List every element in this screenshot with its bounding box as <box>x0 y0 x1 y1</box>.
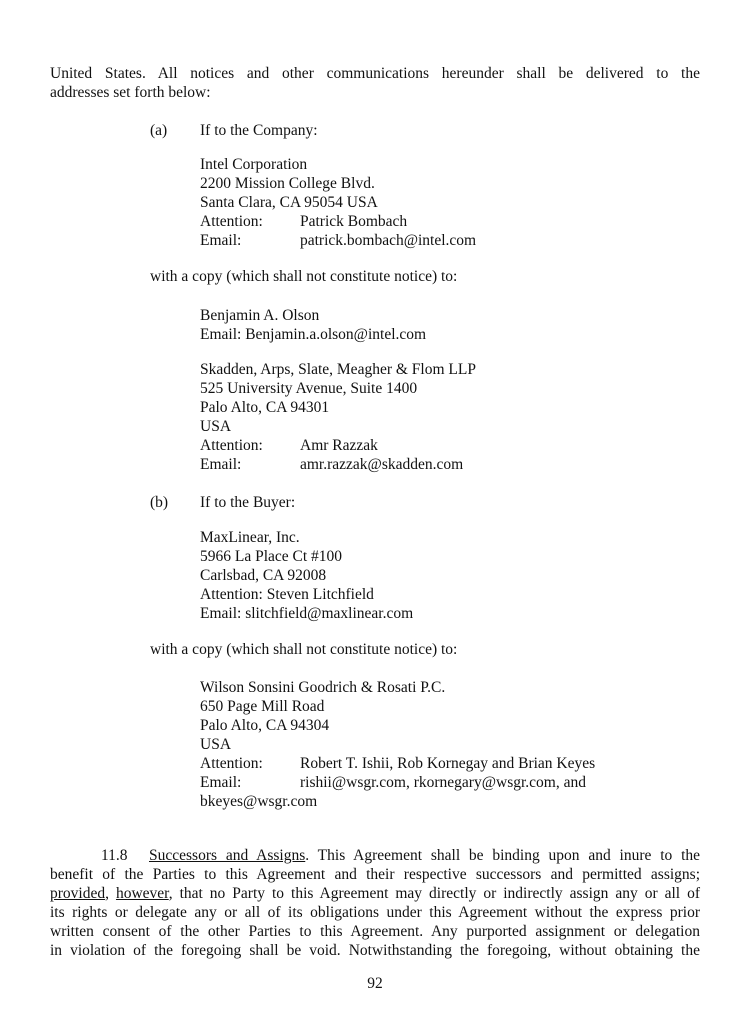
company-address-1: 2200 Mission College Blvd. <box>200 175 375 192</box>
buyer-copy-intro: with a copy (which shall not constitute notice) to: <box>150 641 458 658</box>
buyer-copy-email <box>200 773 595 792</box>
buyer-attention: Attention: Steven Litchfield <box>200 586 374 603</box>
company-heading-text: If to the Company: <box>200 122 318 139</box>
section-11-8-paragraph <box>50 846 700 960</box>
page-number: 92 <box>367 975 383 992</box>
section-title: Successors and Assigns <box>149 847 306 864</box>
section-line-3-text: , that no Party to this Agreement may directly or indirectly assign any or all of <box>168 885 700 902</box>
intro-line-1: United States. All notices and other communications hereunder shall be delivered to the <box>50 65 700 82</box>
company-heading <box>150 121 318 140</box>
email-value: rishii@wsgr.com, rkornegary@wsgr.com, and <box>300 774 586 791</box>
attention-label: Attention: <box>200 755 263 772</box>
attention-value: Patrick Bombach <box>300 213 408 230</box>
company-copy-1-block <box>200 306 426 344</box>
copy-2-attention <box>200 436 476 455</box>
section-line-1-text: . This Agreement shall be binding upon and inure to the <box>305 847 701 864</box>
section-line-3 <box>50 884 700 903</box>
copy-2-address-2: Palo Alto, CA 94301 <box>200 399 330 416</box>
item-mark-b: (b) <box>150 494 169 511</box>
section-line-6: in violation of the foregoing shall be void. Notwithstanding the foregoing, without obtaining the <box>50 942 700 959</box>
email-label: Email: <box>200 456 242 473</box>
buyer-address-2: Carlsbad, CA 92008 <box>200 567 327 584</box>
section-number: 11.8 <box>101 847 128 864</box>
attention-label: Attention: <box>200 437 263 454</box>
copy-2-name: Skadden, Arps, Slate, Meagher & Flom LLP <box>200 361 476 378</box>
buyer-email: Email: slitchfield@maxlinear.com <box>200 605 414 622</box>
email-label: Email: <box>200 774 242 791</box>
company-copy-intro: with a copy (which shall not constitute notice) to: <box>150 268 458 285</box>
company-address-block <box>200 155 476 250</box>
provided-term: provided <box>50 885 106 902</box>
intro-paragraph <box>50 64 700 102</box>
attention-value: Robert T. Ishii, Rob Kornegay and Brian Keyes <box>300 755 596 772</box>
buyer-copy-block <box>200 678 595 811</box>
buyer-heading <box>150 493 295 512</box>
buyer-heading-text: If to the Buyer: <box>200 494 296 511</box>
company-copy-2-block <box>200 360 476 474</box>
section-line-5: written consent of the other Parties to this Agreement. Any purported assignment or delegation <box>50 923 700 940</box>
item-mark-a: (a) <box>150 122 168 139</box>
copy-1-email: Email: Benjamin.a.olson@intel.com <box>200 326 427 343</box>
email-label: Email: <box>200 232 242 249</box>
buyer-copy-name: Wilson Sonsini Goodrich & Rosati P.C. <box>200 679 446 696</box>
attention-label: Attention: <box>200 213 263 230</box>
copy-2-address-1: 525 University Avenue, Suite 1400 <box>200 380 418 397</box>
company-name: Intel Corporation <box>200 156 308 173</box>
email-value: amr.razzak@skadden.com <box>300 456 464 473</box>
company-attention <box>200 212 476 231</box>
buyer-copy-email-continued: bkeyes@wsgr.com <box>200 793 318 810</box>
email-value: patrick.bombach@intel.com <box>300 232 477 249</box>
buyer-copy-address-2: Palo Alto, CA 94304 <box>200 717 330 734</box>
attention-value: Amr Razzak <box>300 437 378 454</box>
buyer-copy-address-1: 650 Page Mill Road <box>200 698 325 715</box>
copy-1-name: Benjamin A. Olson <box>200 307 320 324</box>
section-line-2: benefit of the Parties to this Agreement and their respective successors and permitted assigns; <box>50 866 700 883</box>
section-line-4: its rights or delegate any or all of its obligations under this Agreement without the express prior <box>50 904 700 921</box>
buyer-address-block <box>200 528 413 623</box>
however-term: however <box>115 885 169 902</box>
buyer-copy-country: USA <box>200 736 232 753</box>
buyer-copy-attention <box>200 754 595 773</box>
separator: , <box>105 885 116 902</box>
copy-2-country: USA <box>200 418 232 435</box>
copy-2-email <box>200 455 476 474</box>
company-address-2: Santa Clara, CA 95054 USA <box>200 194 378 211</box>
section-line-1 <box>50 846 700 865</box>
buyer-name: MaxLinear, Inc. <box>200 529 300 546</box>
company-email <box>200 231 476 250</box>
buyer-address-1: 5966 La Place Ct #100 <box>200 548 343 565</box>
intro-line-2: addresses set forth below: <box>50 84 211 101</box>
